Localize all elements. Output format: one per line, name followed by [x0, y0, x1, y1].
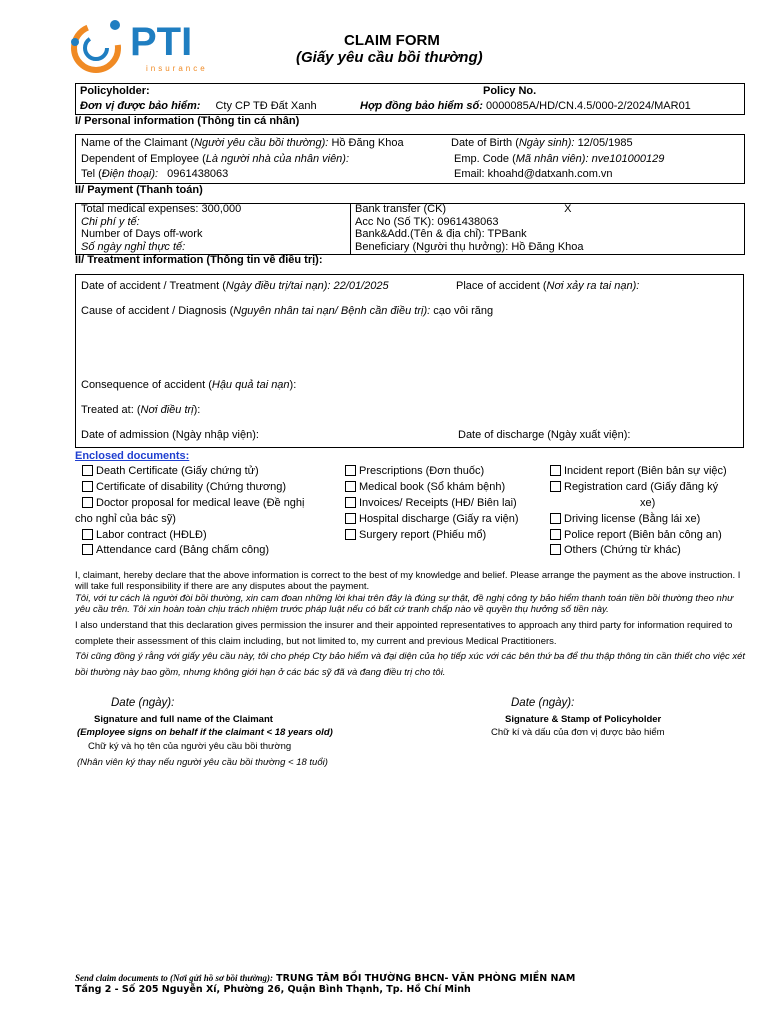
dob-label-vi: Ngày sinh): [518, 137, 575, 149]
form-subtitle: (Giấy yêu cầu bồi thường) [296, 49, 483, 66]
doc-checkbox-row[interactable] [82, 497, 305, 509]
bankadd-value: TPBank [487, 228, 527, 240]
dependent-label-vi: Là người nhà của nhân viên): [205, 153, 350, 165]
acc-value: 0961438063 [437, 215, 499, 228]
doc-label: Invoices/ Receipts (HĐ/ Biên lai) [359, 497, 517, 509]
treated-label: Treated at: ( [81, 404, 141, 416]
footer-send-label: Send claim documents to (Nơi gửi hồ sơ bồi thường): [75, 973, 274, 983]
dependent-label: Dependent of Employee ( [81, 153, 206, 165]
cause-value: cạo vôi răng [433, 305, 494, 317]
doc-label: Police report (Biên bản công an) [564, 529, 722, 541]
place-label: Place of accident ( [456, 280, 547, 292]
email-value: khoahd@datxanh.com.vn [487, 168, 613, 180]
cause-label-vi: Nguyên nhân tai nạn/ Bệnh cần điều trị): [233, 305, 431, 317]
email-label: Email: [454, 168, 485, 180]
company-logo [66, 14, 216, 80]
accident-date-label: Date of accident / Treatment ( [81, 280, 226, 292]
policyholder-signature-title: Signature & Stamp of Policyholder [505, 714, 662, 725]
doc-checkbox-row[interactable] [550, 529, 722, 541]
empcode-value: nve101000129 [591, 153, 665, 165]
acc-label: Acc No (Số TK): [355, 215, 435, 228]
form-title: CLAIM FORM [344, 32, 440, 49]
discharge-label: Date of discharge (Ngày xuất viện): [458, 429, 631, 441]
payment-divider [350, 203, 351, 255]
treatment-section-title: II/ Treatment information (Thông tin về điều trị): [75, 254, 323, 266]
days-label-vi: Số ngày nghỉ thực tế: [81, 240, 186, 253]
checkbox[interactable] [82, 544, 93, 555]
dependent-row [81, 153, 349, 165]
tel-value: 0961438063 [167, 168, 229, 180]
bankadd-label: Bank&Add.(Tên & địa chỉ): [355, 228, 485, 240]
doc-checkbox-row[interactable] [345, 497, 517, 509]
email-row [454, 168, 613, 180]
policyholder-label-vi: Đơn vị được bảo hiểm: [80, 100, 201, 112]
consequence-end: ): [289, 379, 297, 391]
claimant-signature-vi-note: (Nhân viên ký thay nếu người yêu cầu bồi thường < 18 tuổi) [77, 757, 328, 768]
policyholder-signature-vi: Chữ kí và dấu của đơn vị được bảo hiểm [491, 727, 665, 738]
doc-checkbox-row[interactable] [82, 529, 207, 541]
footer-center-name: TRUNG TÂM BỒI THƯỜNG BHCN- VĂN PHÒNG MIỀN NAM [276, 973, 576, 984]
place-row [456, 280, 639, 292]
tel-row [81, 168, 228, 180]
declaration-vi-1: Tôi, với tư cách là người đòi bồi thường, xin cam đoan những lời khai trên đây là đúng sự thật, đề nghị công ty bảo hiểm thanh toán tiền bồi thường theo như yêu cầu trên. Tôi xin hoàn toàn chịu trách nhiệm trước pháp luật nếu có bất cứ tranh chấp nào về quyền thụ hưởng số tiền này. [75, 593, 734, 615]
checkbox[interactable] [345, 465, 356, 476]
beneficiary-value: Hồ Đăng Khoa [511, 240, 584, 253]
dob-value: 12/05/1985 [577, 137, 633, 149]
logo-mark-icon [66, 14, 126, 80]
policyholder-label: Policyholder: [80, 85, 150, 97]
doc-label: Medical book (Sổ khám bệnh) [359, 481, 506, 493]
doc-checkbox-row[interactable] [345, 529, 486, 541]
doc-label: Attendance card (Bảng chấm công) [96, 544, 270, 556]
payment-right [355, 203, 584, 253]
doc-label: Registration card (Giấy đăng ký [564, 481, 719, 493]
treated-end: ): [193, 404, 201, 416]
dob-label: Date of Birth ( [451, 137, 519, 149]
policyholder-value: Cty CP TĐ Đất Xanh [215, 100, 317, 112]
date-right-label: Date (ngày): [511, 697, 575, 709]
accident-date-value: 22/01/2025 [333, 280, 389, 292]
checkbox[interactable] [550, 465, 561, 476]
logo-subtext: insurance [146, 64, 208, 73]
doc-label: Certificate of disability (Chứng thương) [96, 481, 287, 493]
checkbox[interactable] [550, 481, 561, 492]
checkbox[interactable] [550, 529, 561, 540]
beneficiary-label: Beneficiary (Người thụ hưởng): [355, 240, 509, 253]
claimant-label: Name of the Claimant ( [81, 137, 195, 149]
checkbox[interactable] [82, 481, 93, 492]
doc-label: Labor contract (HĐLĐ) [96, 529, 207, 541]
policyholder-row [80, 100, 317, 112]
total-label: Total medical expenses: [81, 203, 199, 215]
claimant-signature-note: (Employee signs on behalf if the claimant < 18 years old) [77, 727, 333, 738]
doc-checkbox-row[interactable] [550, 513, 700, 525]
claimant-row [81, 137, 404, 149]
treated-label-vi: Nơi điều trị [140, 404, 194, 416]
doc-checkbox-row[interactable] [82, 481, 286, 493]
empcode-label: Emp. Code ( [454, 153, 516, 165]
doc-checkbox-row[interactable] [82, 544, 269, 556]
consequence-label: Consequence of accident ( [81, 379, 212, 391]
dob-row [451, 137, 633, 149]
tel-label: Tel ( [81, 168, 102, 180]
treatment-box [75, 274, 744, 448]
doc-label: Hospital discharge (Giấy ra viện) [359, 513, 519, 525]
doc-checkbox-row[interactable] [550, 481, 718, 493]
consequence-row [81, 379, 296, 391]
checkbox[interactable] [345, 481, 356, 492]
cause-row [81, 305, 493, 317]
doc-checkbox-row[interactable] [345, 513, 519, 525]
personal-section-title: I/ Personal information (Thông tin cá nhân) [75, 115, 300, 127]
bank-transfer-mark: X [564, 203, 572, 215]
tel-label-vi: Điện thoại): [101, 168, 159, 180]
checkbox[interactable] [82, 497, 93, 508]
checkbox[interactable] [82, 465, 93, 476]
doc-label: Surgery report (Phiếu mổ) [359, 529, 487, 541]
doc-label: Prescriptions (Đơn thuốc) [359, 465, 485, 477]
policy-no-value: 0000085A/HD/CN.4.5/000-2/2024/MAR01 [485, 100, 691, 112]
declaration-en-2: I also understand that this declaration gives permission the insurer and their appointed representatives to approach any third party for information required to complete their assessment of this claim including, but not limited to, my current and previous Medical Practitioners. [75, 620, 733, 647]
admission-label: Date of admission (Ngày nhập viện): [81, 429, 259, 441]
empcode-label-vi: Mã nhân viên): [515, 153, 589, 165]
doc-label-wrap: xe) [640, 497, 656, 509]
checkbox[interactable] [550, 513, 561, 524]
doc-checkbox-row[interactable] [82, 465, 259, 477]
logo-text: PTI [130, 20, 193, 64]
doc-checkbox-row[interactable] [550, 465, 727, 477]
checkbox[interactable] [550, 544, 561, 555]
policy-no-row [360, 100, 691, 112]
payment-left [81, 203, 241, 253]
footer-send [75, 972, 575, 984]
doc-label: Driving license (Bằng lái xe) [564, 513, 701, 525]
total-value: 300,000 [201, 203, 242, 215]
doc-checkbox-row[interactable] [345, 481, 505, 493]
payment-section-title: II/ Payment (Thanh toán) [75, 184, 203, 196]
footer-address: Tầng 2 - Số 205 Nguyễn Xí, Phường 26, Quận Bình Thạnh, Tp. Hồ Chí Minh [75, 984, 471, 995]
declaration-en-1: I, claimant, hereby declare that the above information is correct to the best of my knowledge and belief. Please arrange the payment as the above instruction. I will take full responsibility if there are any disputes about the payment. [75, 570, 741, 592]
bank-transfer-label: Bank transfer (CK) [355, 203, 447, 215]
claimant-value: Hồ Đăng Khoa [331, 137, 404, 149]
accident-date-row [81, 280, 389, 292]
enclosed-documents-title[interactable]: Enclosed documents: [75, 450, 190, 462]
doc-checkbox-row[interactable] [345, 465, 484, 477]
claimant-signature-vi: Chữ ký và họ tên của người yêu cầu bồi thường [88, 741, 292, 752]
policy-no-label: Policy No. [483, 85, 537, 97]
policy-no-label-vi: Hợp đồng bảo hiểm số: [360, 100, 483, 112]
days-label: Number of Days off-work [81, 228, 203, 240]
checkbox[interactable] [345, 497, 356, 508]
cause-label: Cause of accident / Diagnosis ( [81, 305, 234, 317]
doc-label-wrap: cho nghỉ của bác sỹ) [75, 513, 176, 525]
doc-label: Others (Chứng từ khác) [564, 544, 681, 556]
accident-date-label-vi: Ngày điều trị/tai nạn): [225, 280, 331, 292]
place-label-vi: Nơi xảy ra tai nạn): [546, 280, 640, 292]
checkbox[interactable] [345, 513, 356, 524]
claimant-label-vi: Người yêu cầu bồi thường): [194, 137, 329, 149]
doc-label: Death Certificate (Giấy chứng tử) [96, 465, 259, 477]
total-label-vi: Chi phí y tế: [81, 215, 140, 228]
doc-label: Incident report (Biên bản sự việc) [564, 465, 727, 477]
consequence-label-vi: Hậu quả tai nạn [211, 379, 290, 391]
treated-row [81, 404, 200, 416]
declaration-vi-2: Tôi cũng đồng ý rằng với giấy yêu cầu này, tôi cho phép Cty bảo hiểm và đại diện của họ tiếp xúc với các bên thứ ba để thu thập thông tin cần thiết cho việc xét bồi thường này bao gồm, nhưng không giới hạn ở các bác sỹ đã và đang điều trị cho tôi. [75, 651, 746, 678]
doc-checkbox-row[interactable] [550, 544, 681, 556]
empcode-row [454, 153, 664, 165]
date-left-label: Date (ngày): [111, 697, 175, 709]
claimant-signature-title: Signature and full name of the Claimant [94, 714, 273, 725]
checkbox[interactable] [82, 529, 93, 540]
checkbox[interactable] [345, 529, 356, 540]
doc-label: Doctor proposal for medical leave (Đề nghị [96, 497, 305, 509]
